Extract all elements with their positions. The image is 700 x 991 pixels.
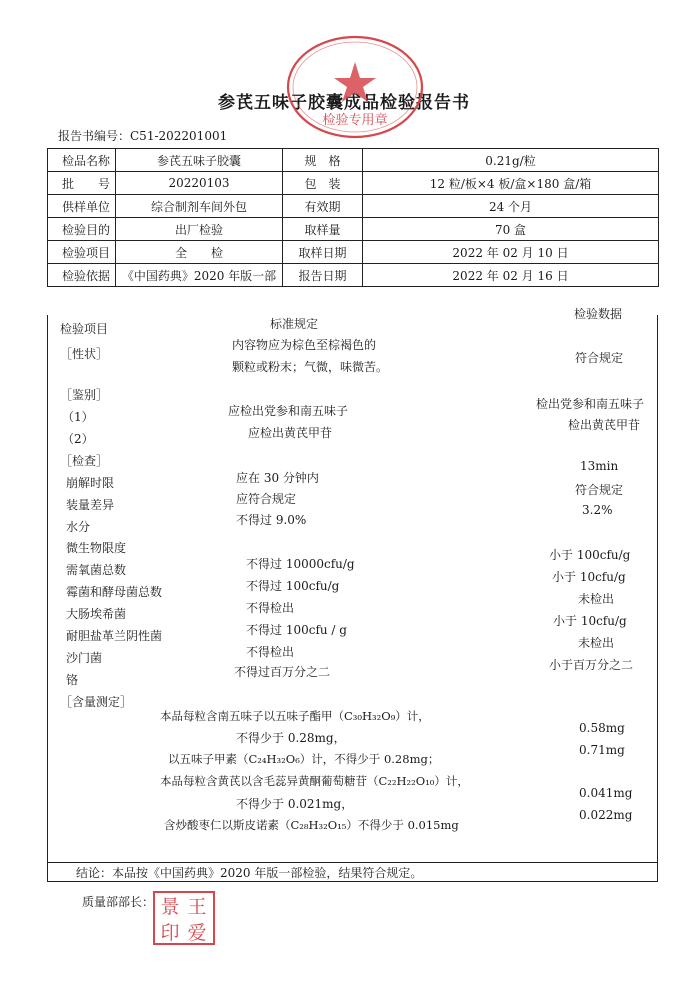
page-title: 参芪五味子胶囊成品检验报告书 [218, 93, 470, 113]
std-bile-tolerant: 不得过 100cfu / g [246, 623, 347, 637]
value-spec: 0.21g/粒 [363, 149, 659, 172]
item-bile-tolerant: 耐胆盐革兰阴性菌 [66, 629, 163, 643]
item-microbial: 微生物限度 [66, 541, 127, 555]
label-basis: 检验依据 [48, 264, 116, 287]
value-items: 全 检 [116, 241, 283, 264]
svg-text:景: 景 [160, 896, 180, 918]
value-batch: 20220103 [116, 172, 283, 195]
table-row [48, 241, 659, 264]
item-mold: 霉菌和酵母菌总数 [66, 585, 163, 599]
label-supplier: 供样单位 [48, 195, 116, 218]
table-row [48, 264, 659, 287]
res-aerobic: 小于 100cfu/g [549, 548, 631, 562]
res-assay-4: 0.022mg [579, 808, 633, 822]
res-mold: 小于 10cfu/g [552, 570, 626, 584]
svg-text:王: 王 [187, 896, 207, 918]
value-supplier: 综合制剂车间外包 [116, 195, 283, 218]
signature-label: 质量部部长： [82, 895, 155, 909]
std-ident-1: 应检出党参和南五味子 [228, 404, 349, 418]
res-ident-2: 检出黄芪甲苷 [568, 418, 641, 432]
std-ecoli: 不得检出 [246, 601, 295, 615]
section-assay: ［含量测定］ [60, 695, 133, 709]
res-moisture: 3.2% [582, 503, 613, 517]
res-disintegration: 13min [580, 459, 619, 473]
item-chromium: 铬 [66, 673, 79, 687]
value-purpose: 出厂检验 [116, 218, 283, 241]
value-product-name: 参芪五味子胶囊 [116, 149, 283, 172]
conclusion-text: 结论：本品按《中国药典》2020 年版一部检验，结果符合规定。 [76, 866, 423, 880]
res-assay-3: 0.041mg [579, 786, 633, 800]
label-purpose: 检验目的 [48, 218, 116, 241]
res-chromium: 小于百万分之二 [549, 658, 634, 672]
std-assay-3b: 不得少于 0.021mg， [236, 797, 354, 811]
value-validity: 24 个月 [363, 195, 659, 218]
section-inspection: ［检查］ [60, 454, 109, 468]
table-row [48, 195, 659, 218]
header-table [47, 148, 659, 287]
std-assay-3a: 本品每粒含黄芪以含毛蕊异黄酮葡萄糖苷（C₂₂H₂₂O₁₀）计， [160, 774, 469, 788]
item-disintegration: 崩解时限 [66, 476, 115, 490]
value-sample-qty: 70 盒 [363, 218, 659, 241]
std-assay-2: 以五味子甲素（C₂₄H₃₂O₆）计，不得少于 0.28mg； [168, 752, 440, 766]
label-batch: 批 号 [48, 172, 116, 195]
conclusion-divider [47, 862, 658, 863]
label-product-name: 检品名称 [48, 149, 116, 172]
label-sample-date: 取样日期 [283, 241, 363, 264]
item-moisture: 水分 [66, 520, 91, 534]
report-number: 报告书编号：C51-202201001 [58, 129, 228, 143]
item-ident-1: （1） [62, 410, 94, 424]
personal-seal-icon [152, 890, 216, 946]
std-moisture: 不得过 9.0% [236, 513, 307, 527]
col-standard: 标准规定 [270, 317, 319, 331]
label-report-date: 报告日期 [283, 264, 363, 287]
item-ecoli: 大肠埃希菌 [66, 607, 127, 621]
res-ident-1: 检出党参和南五味子 [536, 397, 645, 411]
label-spec: 规 格 [283, 149, 363, 172]
label-package: 包 装 [283, 172, 363, 195]
std-salmonella: 不得检出 [246, 645, 295, 659]
item-aerobic: 需氧菌总数 [66, 563, 127, 577]
res-ecoli: 未检出 [578, 592, 615, 606]
svg-text:爱: 爱 [187, 922, 207, 944]
res-weight-variation: 符合规定 [575, 483, 624, 497]
label-sample-qty: 取样量 [283, 218, 363, 241]
std-disintegration: 应在 30 分钟内 [236, 471, 319, 485]
table-row [48, 149, 659, 172]
value-basis: 《中国药典》2020 年版一部 [116, 264, 283, 287]
table-row [48, 218, 659, 241]
std-chromium: 不得过百万分之二 [234, 665, 331, 679]
std-weight-variation: 应符合规定 [236, 492, 297, 506]
res-salmonella: 未检出 [578, 636, 615, 650]
table-row [48, 172, 659, 195]
section-character: ［性状］ [60, 347, 109, 361]
value-sample-date: 2022 年 02 月 10 日 [363, 241, 659, 264]
item-weight-variation: 装量差异 [66, 498, 115, 512]
std-ident-2: 应检出黄芪甲苷 [248, 426, 333, 440]
std-character-1: 内容物应为棕色至棕褐色的 [232, 338, 377, 352]
value-report-date: 2022 年 02 月 16 日 [363, 264, 659, 287]
item-salmonella: 沙门菌 [66, 651, 103, 665]
section-identification: ［鉴别］ [60, 388, 109, 402]
svg-text:印: 印 [160, 922, 180, 944]
std-assay-1a: 本品每粒含南五味子以五味子酯甲（C₃₀H₃₂O₉）计， [160, 709, 430, 723]
col-result: 检验数据 [574, 307, 623, 321]
std-assay-4: 含炒酸枣仁以斯皮诺素（C₂₈H₃₂O₁₅）不得少于 0.015mg [164, 818, 459, 832]
col-item: 检验项目 [60, 322, 109, 336]
value-package: 12 粒/板×4 板/盒×180 盒/箱 [363, 172, 659, 195]
std-aerobic: 不得过 10000cfu/g [246, 557, 355, 571]
label-items: 检验项目 [48, 241, 116, 264]
res-assay-1: 0.58mg [579, 721, 625, 735]
std-assay-1b: 不得少于 0.28mg， [236, 731, 346, 745]
item-ident-2: （2） [62, 432, 94, 446]
stamp-text: 检验专用章 [322, 113, 388, 128]
inspection-stamp-icon [280, 32, 430, 142]
std-character-2: 颗粒或粉末；气微，味微苦。 [232, 360, 389, 374]
res-assay-2: 0.71mg [579, 743, 625, 757]
res-bile-tolerant: 小于 10cfu/g [553, 614, 627, 628]
label-validity: 有效期 [283, 195, 363, 218]
res-character: 符合规定 [575, 351, 624, 365]
std-mold: 不得过 100cfu/g [246, 579, 340, 593]
